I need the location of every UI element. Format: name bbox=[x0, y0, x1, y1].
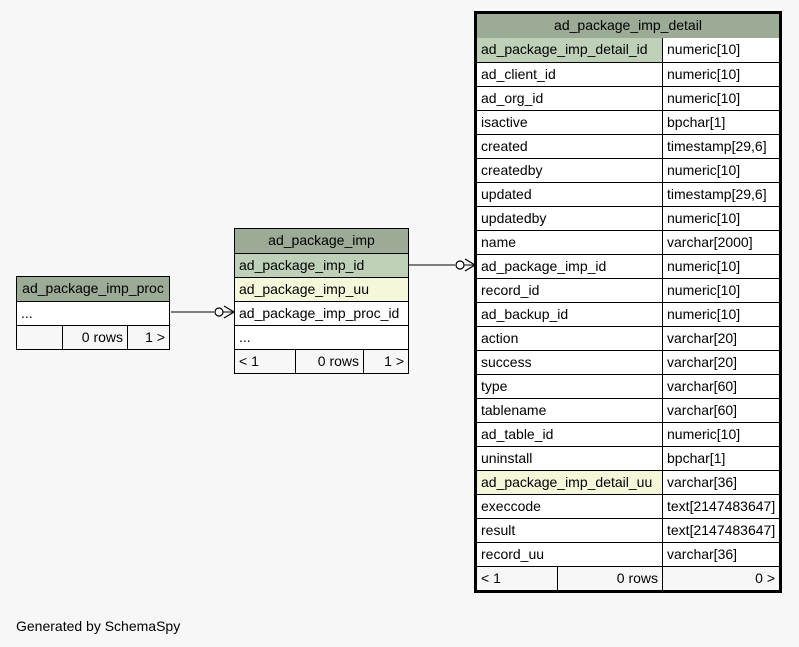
column-row[interactable] bbox=[477, 302, 779, 326]
column-name: record_uu bbox=[481, 546, 545, 562]
column-row-foreign-key[interactable] bbox=[235, 301, 408, 325]
table-name: ad_package_imp_proc bbox=[22, 280, 164, 296]
column-name: ad_package_imp_id bbox=[481, 258, 607, 274]
column-row[interactable] bbox=[477, 494, 779, 518]
column-type: varchar[2000] bbox=[662, 231, 779, 254]
row-count: 0 rows bbox=[62, 326, 127, 349]
column-name: ad_org_id bbox=[481, 90, 544, 106]
column-type: numeric[10] bbox=[662, 63, 779, 86]
column-type: numeric[10] bbox=[662, 159, 779, 182]
column-type: numeric[10] bbox=[662, 423, 779, 446]
column-row[interactable] bbox=[477, 470, 779, 494]
column-type: bpchar[1] bbox=[662, 111, 779, 134]
table-header[interactable] bbox=[477, 14, 779, 38]
column-row[interactable] bbox=[477, 398, 779, 422]
column-name: action bbox=[481, 330, 519, 346]
edge-imp-to-detail bbox=[409, 259, 475, 271]
column-name: ad_package_imp_uu bbox=[239, 281, 369, 297]
footer-row bbox=[235, 349, 408, 373]
column-row[interactable] bbox=[477, 230, 779, 254]
table-ad-package-imp-proc[interactable] bbox=[16, 276, 170, 350]
column-name: createdby bbox=[481, 162, 543, 178]
column-name: isactive bbox=[481, 114, 528, 130]
parents-count bbox=[17, 326, 62, 349]
column-type: varchar[20] bbox=[662, 351, 779, 374]
column-type: numeric[10] bbox=[662, 279, 779, 302]
column-row[interactable] bbox=[477, 134, 779, 158]
column-type: numeric[10] bbox=[662, 255, 779, 278]
column-name: ad_package_imp_id bbox=[239, 257, 365, 273]
column-row[interactable] bbox=[477, 542, 779, 566]
column-name: tablename bbox=[481, 402, 547, 418]
column-type: timestamp[29,6] bbox=[662, 135, 779, 158]
column-row-unique-key[interactable] bbox=[235, 277, 408, 301]
column-row[interactable] bbox=[477, 518, 779, 542]
column-type: numeric[10] bbox=[662, 303, 779, 326]
column-name: ad_backup_id bbox=[481, 306, 569, 322]
table-name: ad_package_imp_detail bbox=[554, 17, 702, 33]
column-name: uninstall bbox=[481, 450, 533, 466]
column-type: text[2147483647] bbox=[662, 519, 779, 542]
column-row[interactable] bbox=[477, 254, 779, 278]
ellipsis-row bbox=[17, 301, 169, 325]
column-name: updatedby bbox=[481, 210, 547, 226]
column-row-primary-key[interactable] bbox=[235, 253, 408, 277]
column-row[interactable] bbox=[477, 158, 779, 182]
row-count: 0 rows bbox=[295, 350, 363, 373]
column-type: text[2147483647] bbox=[662, 495, 779, 518]
table-header[interactable] bbox=[17, 277, 169, 301]
column-type: timestamp[29,6] bbox=[662, 183, 779, 206]
ellipsis: ... bbox=[21, 305, 33, 321]
table-name: ad_package_imp bbox=[268, 232, 375, 248]
column-row[interactable] bbox=[477, 422, 779, 446]
ellipsis-row bbox=[235, 325, 408, 349]
column-name: success bbox=[481, 354, 532, 370]
row-count: 0 rows bbox=[557, 567, 662, 590]
column-row[interactable] bbox=[477, 206, 779, 230]
column-type: varchar[60] bbox=[662, 375, 779, 398]
column-name: type bbox=[481, 378, 508, 394]
column-type: varchar[36] bbox=[662, 543, 779, 566]
parents-link[interactable]: < 1 bbox=[239, 353, 259, 369]
children-link[interactable]: 1 > bbox=[363, 350, 408, 373]
footer-row bbox=[477, 566, 779, 590]
column-type: varchar[60] bbox=[662, 399, 779, 422]
column-name: execcode bbox=[481, 498, 541, 514]
column-name: ad_package_imp_detail_id bbox=[477, 38, 662, 62]
parents-link[interactable]: < 1 bbox=[481, 570, 501, 586]
column-row[interactable] bbox=[477, 350, 779, 374]
column-type: bpchar[1] bbox=[662, 447, 779, 470]
column-row[interactable] bbox=[477, 326, 779, 350]
column-name: ad_client_id bbox=[481, 66, 556, 82]
table-ad-package-imp-detail[interactable] bbox=[474, 11, 782, 593]
column-type: numeric[10] bbox=[662, 207, 779, 230]
column-name: updated bbox=[481, 186, 532, 202]
column-row[interactable] bbox=[477, 374, 779, 398]
column-row[interactable] bbox=[477, 38, 779, 62]
column-name: name bbox=[481, 234, 517, 250]
table-header[interactable] bbox=[235, 229, 408, 253]
edge-proc-to-imp bbox=[171, 306, 234, 318]
column-name: result bbox=[481, 522, 516, 538]
column-row[interactable] bbox=[477, 110, 779, 134]
column-row[interactable] bbox=[477, 182, 779, 206]
column-name: ad_table_id bbox=[481, 426, 554, 442]
column-type: numeric[10] bbox=[662, 38, 779, 62]
children-link[interactable]: 0 > bbox=[662, 567, 779, 590]
column-name: created bbox=[481, 138, 528, 154]
column-row[interactable] bbox=[477, 86, 779, 110]
column-type: varchar[20] bbox=[662, 327, 779, 350]
column-type: numeric[10] bbox=[662, 87, 779, 110]
generated-by-credit: Generated by SchemaSpy bbox=[16, 618, 181, 634]
table-ad-package-imp[interactable] bbox=[234, 228, 409, 374]
column-row[interactable] bbox=[477, 62, 779, 86]
column-row[interactable] bbox=[477, 278, 779, 302]
column-name: ad_package_imp_proc_id bbox=[239, 305, 400, 321]
column-name: record_id bbox=[481, 282, 540, 298]
children-link[interactable]: 1 > bbox=[127, 326, 169, 349]
column-type: varchar[36] bbox=[662, 471, 779, 494]
ellipsis: ... bbox=[239, 329, 251, 345]
column-name: ad_package_imp_detail_uu bbox=[477, 471, 662, 494]
column-row[interactable] bbox=[477, 446, 779, 470]
footer-row bbox=[17, 325, 169, 349]
